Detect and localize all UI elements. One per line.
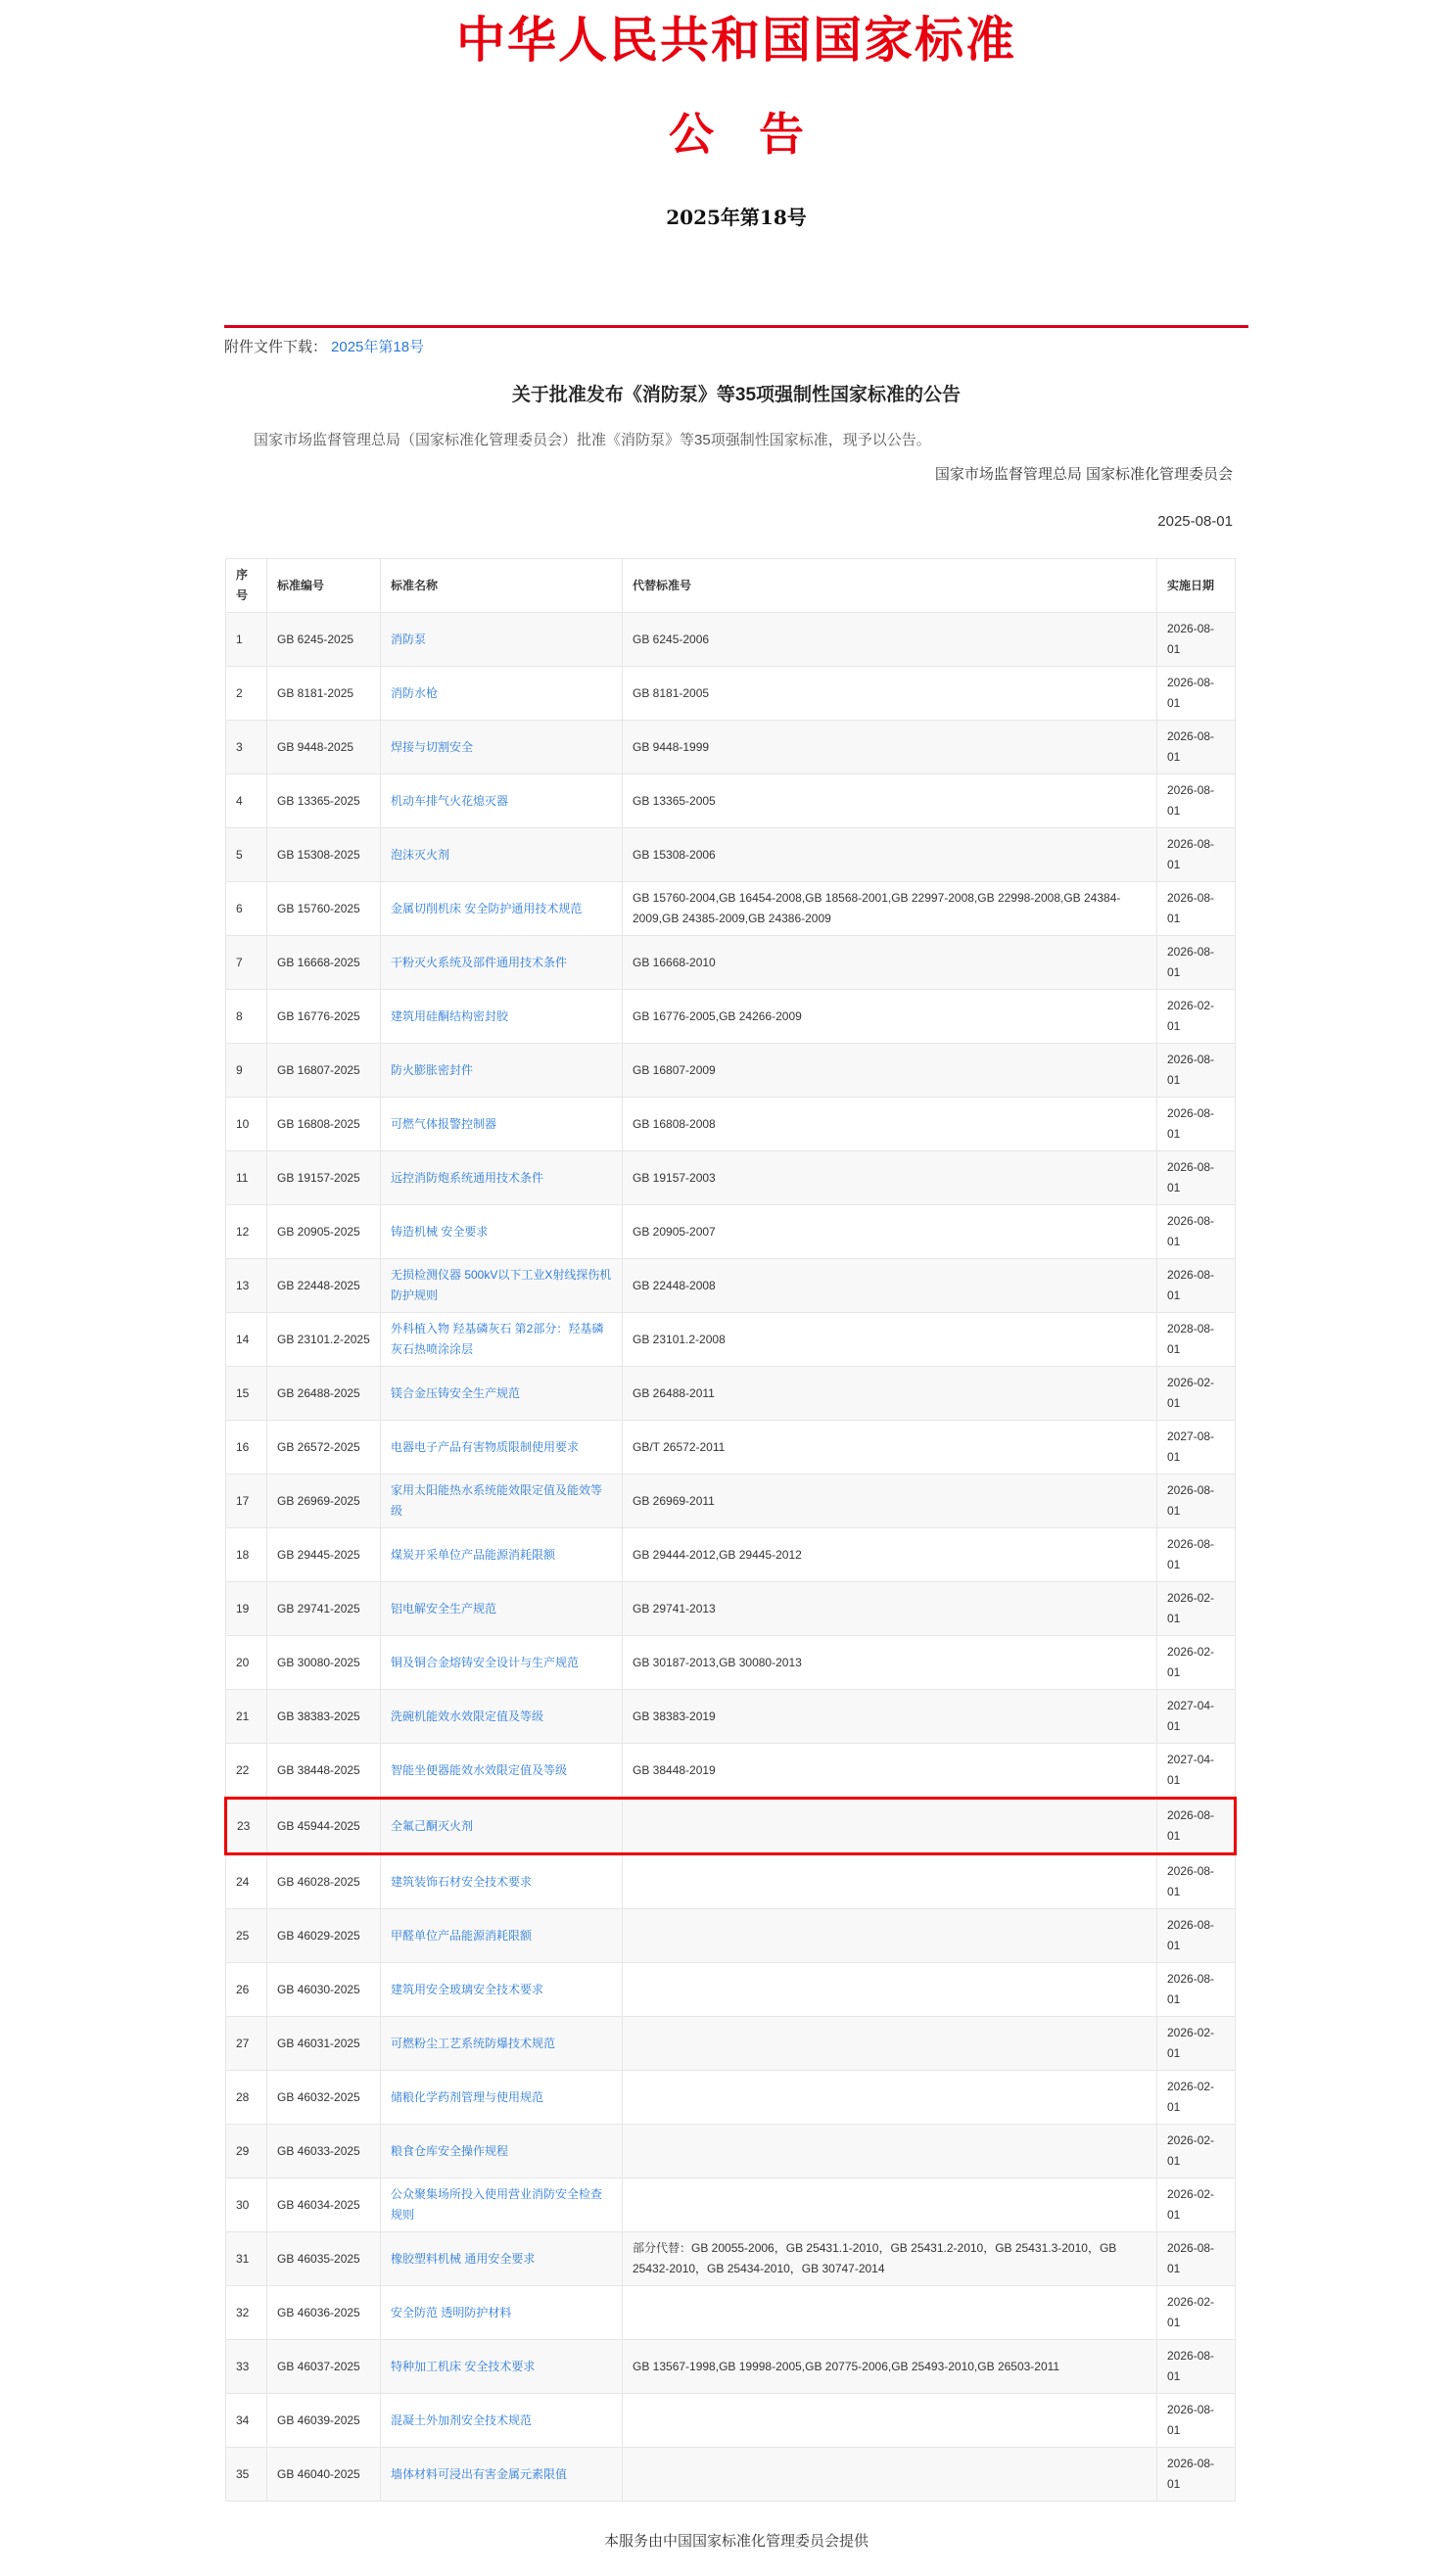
cell-code: GB 46033-2025 [267,2125,381,2178]
cell-seq: 25 [226,1909,267,1963]
cell-date: 2026-02-01 [1157,2125,1236,2178]
table-row [226,1313,1236,1367]
standard-name-link[interactable]: 甲醛单位产品能源消耗限额 [391,1928,533,1943]
cell-seq: 19 [226,1582,267,1636]
cell-name [381,2071,623,2125]
table-row [226,936,1236,990]
cell-seq: 7 [226,936,267,990]
cell-replaces: GB 26488-2011 [623,1367,1157,1421]
cell-date: 2026-08-01 [1157,667,1236,721]
cell-replaces: GB 19157-2003 [623,1151,1157,1205]
issuer-signature: 国家市场监督管理总局 国家标准化管理委员会 [934,466,1233,483]
table-row [226,667,1236,721]
table-row [226,882,1236,936]
col-header-date: 实施日期 [1157,559,1236,613]
cell-replaces: GB 23101.2-2008 [623,1313,1157,1367]
table-row [226,1151,1236,1205]
cell-name [381,990,623,1044]
announcement-page [224,0,1248,2553]
cell-date: 2027-08-01 [1157,1421,1236,1475]
standard-name-link[interactable]: 机动车排气火花熄灭器 [391,793,509,808]
cell-code: GB 16668-2025 [267,936,381,990]
table-row [226,1963,1236,2017]
cell-name [381,882,623,936]
cell-name [381,1799,623,1854]
cell-name [381,1528,623,1582]
cell-date: 2026-08-01 [1157,828,1236,882]
cell-seq: 33 [226,2340,267,2394]
standard-name-link[interactable]: 消防泵 [391,632,427,646]
cell-name [381,1151,623,1205]
cell-code: GB 46036-2025 [267,2286,381,2340]
cell-code: GB 46032-2025 [267,2071,381,2125]
cell-replaces [623,1963,1157,2017]
cell-code: GB 29445-2025 [267,1528,381,1582]
cell-code: GB 23101.2-2025 [267,1313,381,1367]
col-header-name: 标准名称 [381,559,623,613]
cell-name [381,1098,623,1151]
table-row [226,1205,1236,1259]
table-row [226,2125,1236,2178]
cell-seq: 17 [226,1475,267,1528]
cell-name [381,1744,623,1799]
cell-code: GB 6245-2025 [267,613,381,667]
cell-name [381,721,623,774]
cell-code: GB 26572-2025 [267,1421,381,1475]
cell-name [381,774,623,828]
table-row [226,1259,1236,1313]
cell-seq: 26 [226,1963,267,2017]
table-row [226,1636,1236,1690]
standard-name-link[interactable]: 镁合金压铸安全生产规范 [391,1385,521,1400]
cell-code: GB 16807-2025 [267,1044,381,1098]
cell-code: GB 46030-2025 [267,1963,381,2017]
cell-seq: 12 [226,1205,267,1259]
cell-code: GB 16776-2025 [267,990,381,1044]
cell-code: GB 26488-2025 [267,1367,381,1421]
page-title: 中华人民共和国国家标准 [456,11,1016,69]
cell-code: GB 45944-2025 [267,1799,381,1854]
table-header-row [226,559,1236,613]
cell-seq: 16 [226,1421,267,1475]
cell-date: 2026-08-01 [1157,2448,1236,2502]
cell-name [381,1205,623,1259]
cell-replaces [623,2017,1157,2071]
standard-name-link[interactable]: 家用太阳能热水系统能效限定值及能效等级 [391,1483,603,1518]
table-row [226,1690,1236,1744]
table-row [226,2448,1236,2502]
standard-name-link[interactable]: 建筑用安全玻璃安全技术要求 [391,1982,544,1996]
cell-seq: 34 [226,2394,267,2448]
standards-table-body [226,613,1236,2502]
cell-replaces [623,1909,1157,1963]
table-row [226,1475,1236,1528]
cell-seq: 30 [226,2178,267,2232]
cell-date: 2026-02-01 [1157,1582,1236,1636]
cell-seq: 1 [226,613,267,667]
cell-replaces [623,2071,1157,2125]
cell-replaces: GB 20905-2007 [623,1205,1157,1259]
cell-name [381,1313,623,1367]
cell-replaces: GB 13567-1998,GB 19998-2005,GB 20775-2006,GB 25493-2010,GB 26503-2011 [623,2340,1157,2394]
cell-name [381,1690,623,1744]
cell-name [381,1909,623,1963]
standard-name-link[interactable]: 干粉灭火系统及部件通用技术条件 [391,955,568,969]
cell-name [381,1259,623,1313]
cell-date: 2026-08-01 [1157,1799,1236,1854]
standard-name-link[interactable]: 铸造机械 安全要求 [391,1224,489,1239]
cell-code: GB 19157-2025 [267,1151,381,1205]
cell-replaces [623,2286,1157,2340]
attachment-row [224,337,1248,358]
cell-seq: 23 [226,1799,267,1854]
standard-name-link[interactable]: 无损检测仪器 500kV以下工业X射线探伤机防护规则 [391,1268,612,1302]
cell-name [381,1475,623,1528]
standards-table [224,558,1237,2502]
cell-name [381,828,623,882]
cell-date: 2026-08-01 [1157,1854,1236,1909]
cell-name [381,1636,623,1690]
cell-code: GB 46031-2025 [267,2017,381,2071]
table-row [226,1528,1236,1582]
cell-date: 2027-04-01 [1157,1690,1236,1744]
standard-name-link[interactable]: 可燃粉尘工艺系统防爆技术规范 [391,2036,556,2050]
table-row [226,613,1236,667]
cell-seq: 31 [226,2232,267,2286]
cell-seq: 5 [226,828,267,882]
cell-seq: 3 [226,721,267,774]
cell-date: 2026-08-01 [1157,1259,1236,1313]
table-row [226,1744,1236,1799]
cell-seq: 8 [226,990,267,1044]
cell-code: GB 8181-2025 [267,667,381,721]
cell-date: 2026-08-01 [1157,2394,1236,2448]
notice-title: 关于批准发布《消防泵》等35项强制性国家标准的公告 [511,385,962,405]
standard-name-link[interactable]: 洗碗机能效水效限定值及等级 [391,1709,544,1723]
cell-code: GB 15308-2025 [267,828,381,882]
cell-replaces: 部分代替：GB 20055-2006，GB 25431.1-2010，GB 25431.2-2010，GB 25431.3-2010，GB 25432-2010，GB 25434-2010，GB 30747-2014 [623,2232,1157,2286]
table-row [226,1799,1236,1854]
cell-seq: 35 [226,2448,267,2502]
cell-date: 2026-08-01 [1157,774,1236,828]
cell-seq: 2 [226,667,267,721]
attachment-label: 附件文件下载： [224,339,328,355]
publish-date: 2025-08-01 [1157,513,1233,530]
cell-replaces: GB 16807-2009 [623,1044,1157,1098]
cell-seq: 32 [226,2286,267,2340]
table-row [226,1582,1236,1636]
cell-date: 2026-08-01 [1157,882,1236,936]
cell-replaces: GB 16776-2005,GB 24266-2009 [623,990,1157,1044]
standard-name-link[interactable]: 金属切削机床 安全防护通用技术规范 [391,901,583,915]
cell-name [381,2017,623,2071]
standard-name-link[interactable]: 建筑装饰石材安全技术要求 [391,1874,533,1889]
cell-date: 2026-08-01 [1157,936,1236,990]
cell-replaces: GB 22448-2008 [623,1259,1157,1313]
table-row [226,990,1236,1044]
table-row [226,1098,1236,1151]
cell-name [381,2125,623,2178]
table-row [226,1367,1236,1421]
cell-code: GB 30080-2025 [267,1636,381,1690]
standard-name-link[interactable]: 特种加工机床 安全技术要求 [391,2359,536,2373]
cell-replaces: GB 30187-2013,GB 30080-2013 [623,1636,1157,1690]
standard-name-link[interactable]: 全氟己酮灭火剂 [391,1818,474,1833]
table-row [226,2340,1236,2394]
standard-name-link[interactable]: 粮食仓库安全操作规程 [391,2143,509,2158]
cell-seq: 6 [226,882,267,936]
cell-name [381,2340,623,2394]
cell-code: GB 46037-2025 [267,2340,381,2394]
cell-name [381,1963,623,2017]
table-row [226,721,1236,774]
cell-code: GB 46040-2025 [267,2448,381,2502]
cell-date: 2026-02-01 [1157,2017,1236,2071]
cell-seq: 4 [226,774,267,828]
cell-replaces [623,2125,1157,2178]
standard-name-link[interactable]: 铝电解安全生产规范 [391,1601,497,1616]
table-row [226,2017,1236,2071]
cell-date: 2026-08-01 [1157,1151,1236,1205]
table-row [226,2071,1236,2125]
cell-code: GB 46039-2025 [267,2394,381,2448]
cell-replaces: GB 16808-2008 [623,1098,1157,1151]
standard-name-link[interactable]: 墙体材料可浸出有害金属元素限值 [391,2466,568,2481]
standard-name-link[interactable]: 防火膨胀密封件 [391,1062,474,1077]
cell-seq: 22 [226,1744,267,1799]
cell-name [381,1367,623,1421]
cell-seq: 10 [226,1098,267,1151]
cell-name [381,2178,623,2232]
cell-code: GB 46029-2025 [267,1909,381,1963]
standard-name-link[interactable]: 混凝土外加剂安全技术规范 [391,2412,533,2427]
cell-code: GB 46035-2025 [267,2232,381,2286]
cell-seq: 15 [226,1367,267,1421]
cell-code: GB 38448-2025 [267,1744,381,1799]
cell-seq: 24 [226,1854,267,1909]
col-header-seq: 序号 [226,559,267,613]
cell-name [381,613,623,667]
table-row [226,774,1236,828]
col-header-code: 标准编号 [267,559,381,613]
cell-date: 2026-02-01 [1157,990,1236,1044]
issue-number: 2025年第18号 [666,206,807,229]
cell-code: GB 16808-2025 [267,1098,381,1151]
cell-code: GB 26969-2025 [267,1475,381,1528]
cell-date: 2026-08-01 [1157,1528,1236,1582]
standard-name-link[interactable]: 储粮化学药剂管理与使用规范 [391,2089,544,2104]
standard-name-link[interactable]: 公众聚集场所投入使用营业消防安全检查规则 [391,2187,603,2222]
cell-date: 2027-04-01 [1157,1744,1236,1799]
table-row [226,2178,1236,2232]
table-row [226,2394,1236,2448]
cell-name [381,1582,623,1636]
cell-replaces [623,2178,1157,2232]
red-divider [224,325,1248,328]
cell-seq: 14 [226,1313,267,1367]
cell-name [381,2232,623,2286]
cell-seq: 11 [226,1151,267,1205]
cell-date: 2026-02-01 [1157,1636,1236,1690]
cell-seq: 29 [226,2125,267,2178]
cell-code: GB 13365-2025 [267,774,381,828]
cell-replaces: GB 29741-2013 [623,1582,1157,1636]
cell-seq: 20 [226,1636,267,1690]
attachment-link[interactable]: 2025年第18号 [331,339,425,355]
cell-replaces [623,1799,1157,1854]
cell-date: 2026-08-01 [1157,1098,1236,1151]
page-subtitle: 公 告 [669,108,804,161]
cell-date: 2026-02-01 [1157,1367,1236,1421]
cell-replaces: GB 15308-2006 [623,828,1157,882]
table-row [226,828,1236,882]
cell-replaces: GB 9448-1999 [623,721,1157,774]
cell-date: 2026-08-01 [1157,1475,1236,1528]
cell-date: 2026-08-01 [1157,1205,1236,1259]
standard-name-link[interactable]: 安全防范 透明防护材料 [391,2305,512,2319]
cell-name [381,2286,623,2340]
standard-name-link[interactable]: 远控消防炮系统通用技术条件 [391,1170,544,1185]
cell-date: 2026-08-01 [1157,1044,1236,1098]
cell-code: GB 46034-2025 [267,2178,381,2232]
cell-seq: 9 [226,1044,267,1098]
cell-replaces: GB/T 26572-2011 [623,1421,1157,1475]
cell-replaces: GB 6245-2006 [623,613,1157,667]
cell-date: 2026-08-01 [1157,2232,1236,2286]
cell-seq: 21 [226,1690,267,1744]
cell-seq: 27 [226,2017,267,2071]
cell-name [381,1044,623,1098]
cell-name [381,667,623,721]
cell-date: 2026-08-01 [1157,613,1236,667]
cell-date: 2026-02-01 [1157,2071,1236,2125]
standard-name-link[interactable]: 消防水枪 [391,685,439,700]
standard-name-link[interactable]: 焊接与切割安全 [391,739,474,754]
cell-date: 2026-02-01 [1157,2286,1236,2340]
standard-name-link[interactable]: 建筑用硅酮结构密封胶 [391,1008,509,1023]
table-row [226,1909,1236,1963]
table-row [226,1044,1236,1098]
standard-name-link[interactable]: 电器电子产品有害物质限制使用要求 [391,1439,580,1454]
cell-name [381,936,623,990]
cell-name [381,1854,623,1909]
col-header-replaces: 代替标准号 [623,559,1157,613]
table-row [226,1854,1236,1909]
cell-replaces: GB 16668-2010 [623,936,1157,990]
cell-date: 2028-08-01 [1157,1313,1236,1367]
cell-replaces: GB 8181-2005 [623,667,1157,721]
cell-replaces: GB 38448-2019 [623,1744,1157,1799]
standard-name-link[interactable]: 可燃气体报警控制器 [391,1116,497,1131]
standard-name-link[interactable]: 橡胶塑料机械 通用安全要求 [391,2251,536,2266]
cell-date: 2026-08-01 [1157,1909,1236,1963]
cell-code: GB 9448-2025 [267,721,381,774]
cell-code: GB 29741-2025 [267,1582,381,1636]
cell-replaces: GB 15760-2004,GB 16454-2008,GB 18568-2001,GB 22997-2008,GB 22998-2008,GB 24384-2009,GB 24385-2009,GB 24386-2009 [623,882,1157,936]
standard-name-link[interactable]: 外科植入物 羟基磷灰石 第2部分：羟基磷灰石热喷涂涂层 [391,1322,604,1356]
cell-replaces: GB 38383-2019 [623,1690,1157,1744]
cell-code: GB 22448-2025 [267,1259,381,1313]
cell-date: 2026-08-01 [1157,1963,1236,2017]
standard-name-link[interactable]: 煤炭开采单位产品能源消耗限额 [391,1547,556,1562]
cell-code: GB 38383-2025 [267,1690,381,1744]
table-row [226,2286,1236,2340]
cell-code: GB 15760-2025 [267,882,381,936]
cell-code: GB 46028-2025 [267,1854,381,1909]
standard-name-link[interactable]: 泡沫灭火剂 [391,847,450,862]
cell-code: GB 20905-2025 [267,1205,381,1259]
table-row [226,2232,1236,2286]
cell-date: 2026-08-01 [1157,721,1236,774]
cell-name [381,1421,623,1475]
notice-paragraph: 国家市场监督管理总局（国家标准化管理委员会）批准《消防泵》等35项强制性国家标准，现予以公告。 [254,432,931,448]
cell-replaces: GB 29444-2012,GB 29445-2012 [623,1528,1157,1582]
cell-date: 2026-08-01 [1157,2340,1236,2394]
cell-seq: 28 [226,2071,267,2125]
cell-replaces: GB 26969-2011 [623,1475,1157,1528]
cell-replaces [623,2448,1157,2502]
cell-seq: 18 [226,1528,267,1582]
cell-seq: 13 [226,1259,267,1313]
standard-name-link[interactable]: 铜及铜合金熔铸安全设计与生产规范 [391,1655,580,1669]
cell-replaces [623,2394,1157,2448]
page-footer: 本服务由中国国家标准化管理委员会提供 [603,2533,869,2550]
cell-replaces [623,1854,1157,1909]
table-row [226,1421,1236,1475]
cell-date: 2026-02-01 [1157,2178,1236,2232]
cell-replaces: GB 13365-2005 [623,774,1157,828]
cell-name [381,2448,623,2502]
standard-name-link[interactable]: 智能坐便器能效水效限定值及等级 [391,1762,568,1777]
cell-name [381,2394,623,2448]
